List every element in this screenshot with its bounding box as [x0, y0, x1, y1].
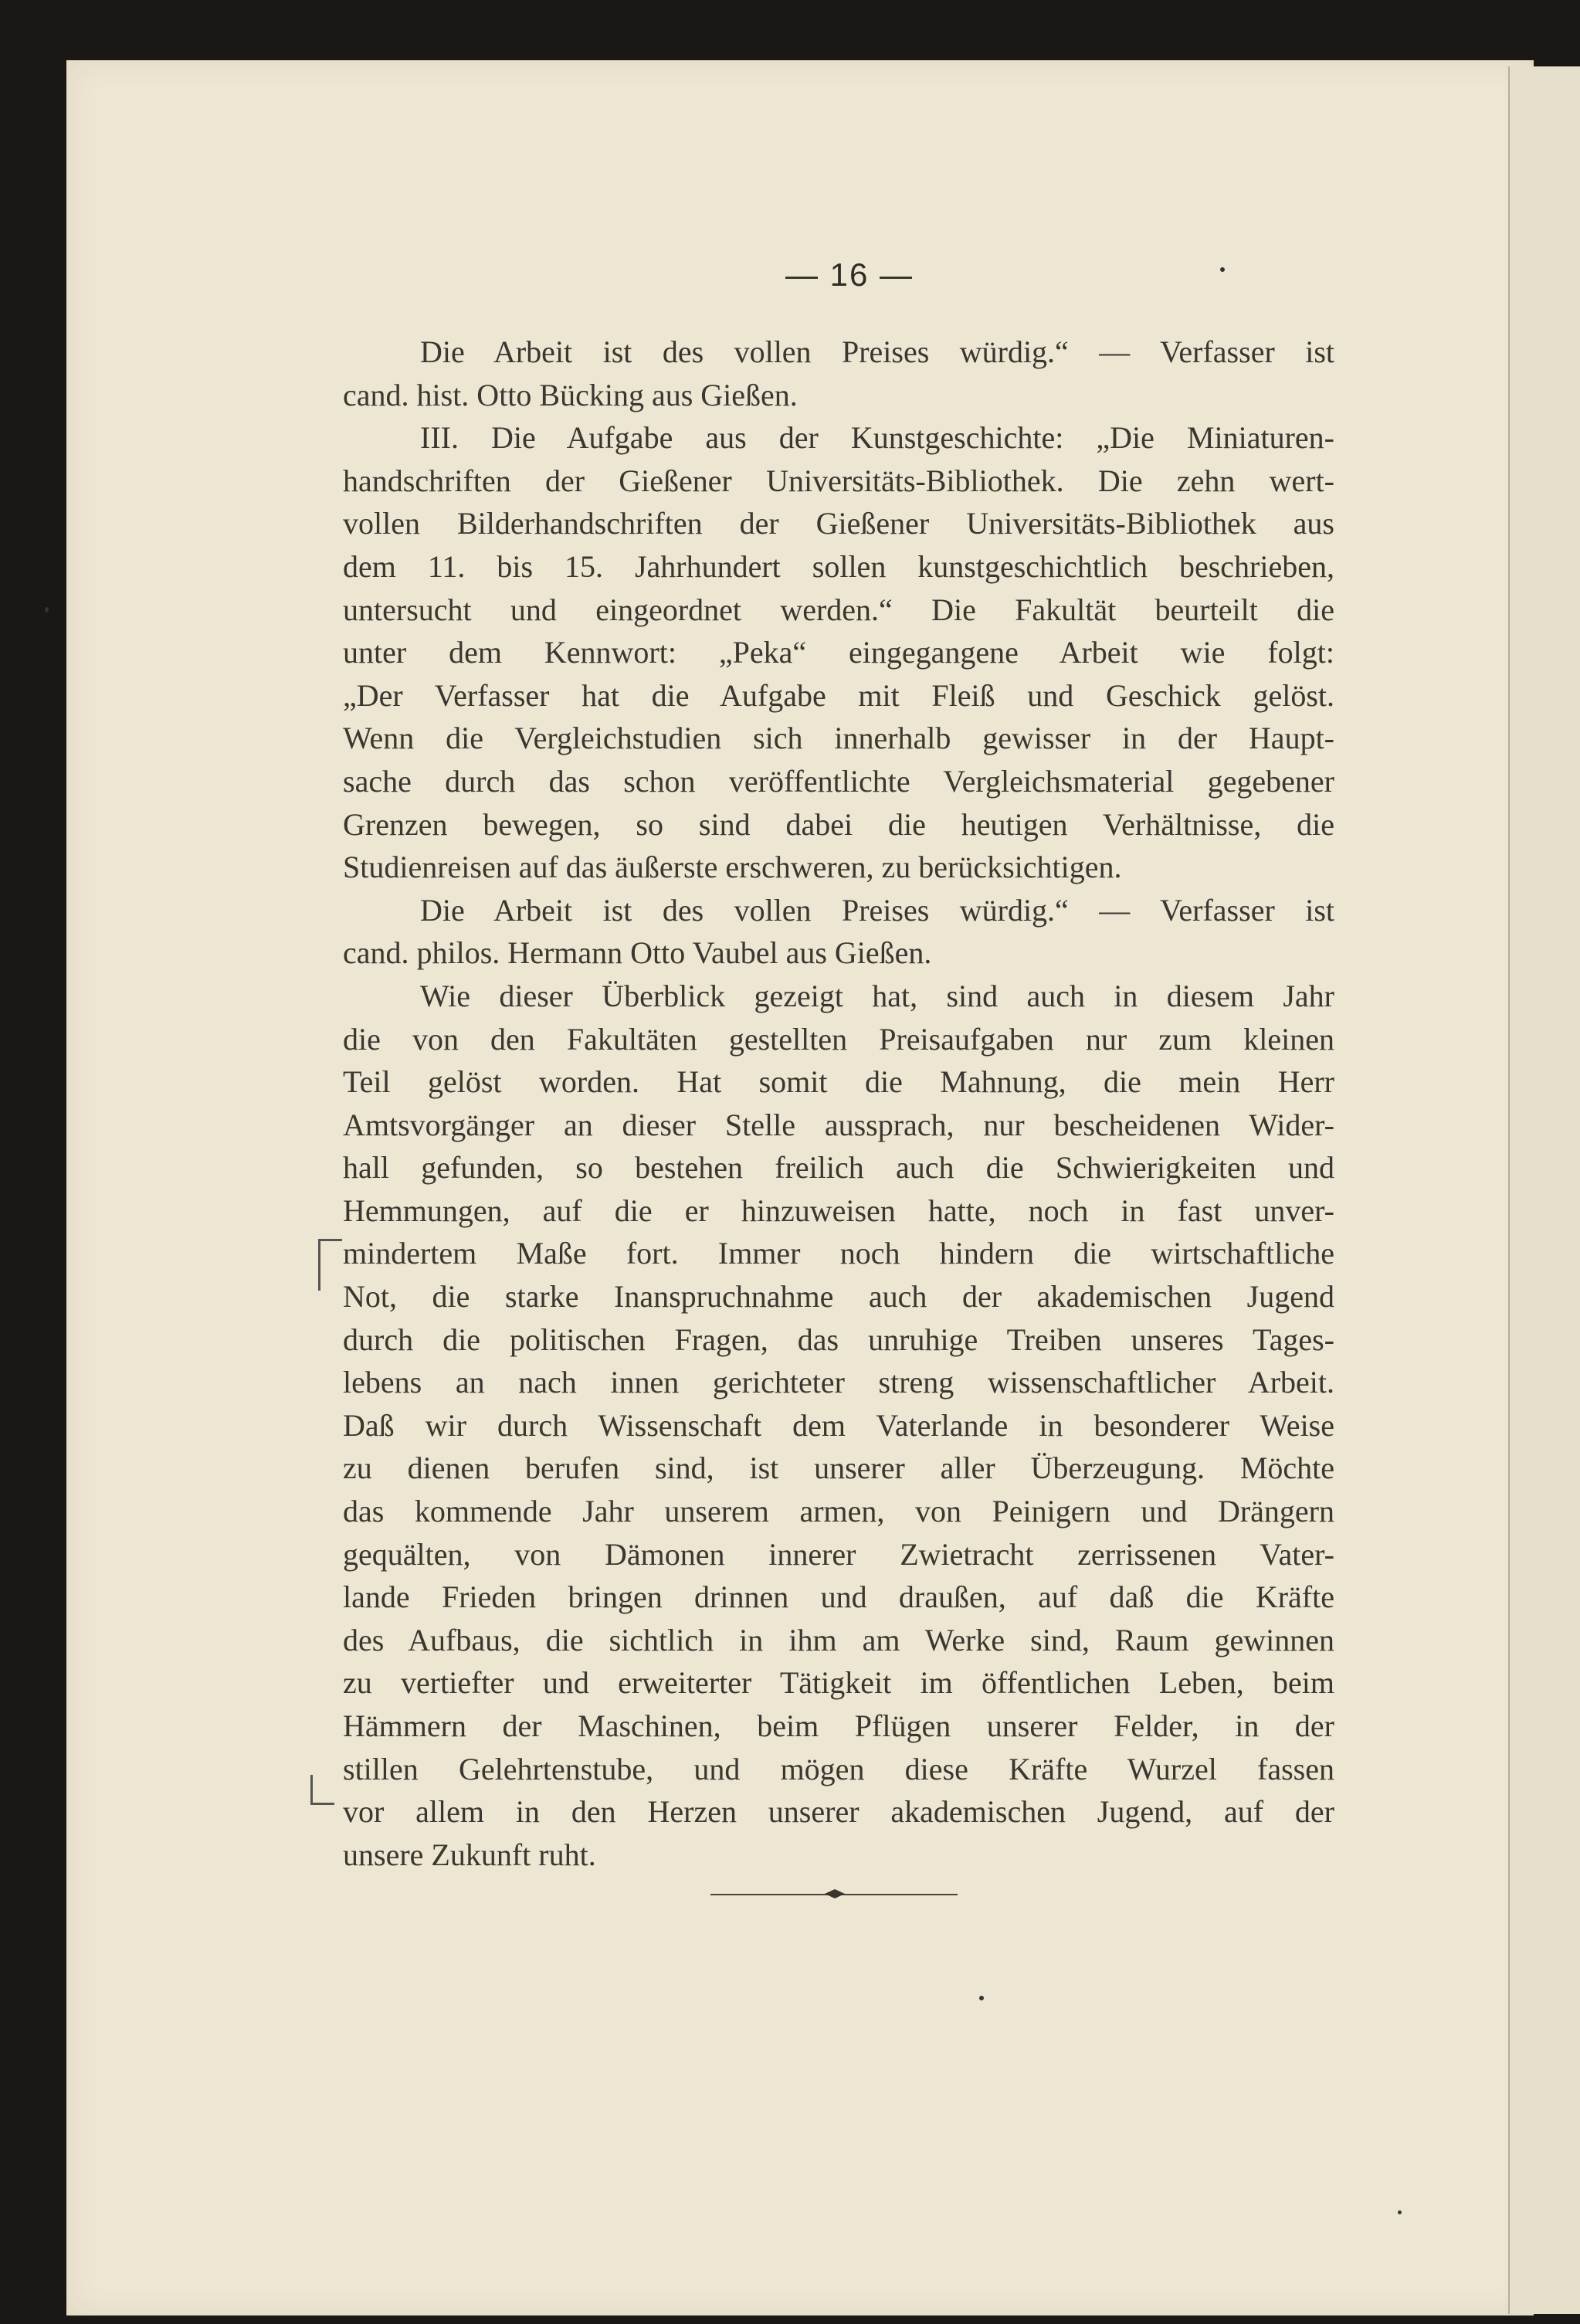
margin-bracket-open: [318, 1239, 342, 1291]
text-line: lebens an nach innen gerichteter streng wissenschaftlicher Arbeit.: [343, 1365, 1334, 1400]
text-line: Hämmern der Maschinen, beim Pflügen unserer Felder, in der: [343, 1708, 1334, 1743]
text-line: Not, die starke Inanspruchnahme auch der akademischen Jugend: [343, 1279, 1334, 1315]
text-line: Wie dieser Überblick gezeigt hat, sind auch in diesem Jahr: [420, 978, 1334, 1013]
text-line: vor allem in den Herzen unserer akademischen Jugend, auf der: [343, 1794, 1334, 1830]
text-line: lande Frieden bringen drinnen und draußen, auf daß die Kräfte: [343, 1579, 1334, 1615]
text-line: Die Arbeit ist des vollen Preises würdig.“ — Verfasser ist: [420, 334, 1334, 369]
margin-bracket-close: [310, 1775, 334, 1805]
paper-speck: [979, 1996, 984, 2000]
text-line: durch die politischen Fragen, das unruhige Treiben unseres Tages-: [343, 1321, 1334, 1357]
text-line: cand. philos. Hermann Otto Vaubel aus Gießen.: [343, 935, 932, 971]
text-line: zu dienen berufen sind, ist unserer aller Überzeugung. Möchte: [343, 1450, 1334, 1486]
text-line: das kommende Jahr unserem armen, von Peinigern und Drängern: [343, 1494, 1334, 1529]
text-line: unter dem Kennwort: „Peka“ eingegangene Arbeit wie folgt:: [343, 635, 1334, 670]
diamond-ornament-icon: [825, 1889, 845, 1898]
text-line: unsere Zukunft ruht.: [343, 1837, 596, 1872]
text-line: „Der Verfasser hat die Aufgabe mit Fleiß und Geschick gelöst.: [343, 677, 1334, 713]
text-line: des Aufbaus, die sichtlich in ihm am Werke sind, Raum gewinnen: [343, 1622, 1334, 1657]
paper-speck: [1220, 267, 1225, 272]
next-page-edge: [1508, 66, 1580, 2314]
text-line: Grenzen bewegen, so sind dabei die heutigen Verhältnisse, die: [343, 806, 1334, 842]
text-line: hall gefunden, so bestehen freilich auch die Schwierigkeiten und: [343, 1150, 1334, 1186]
text-line: untersucht und eingeordnet werden.“ Die Fakultät beurteilt die: [343, 592, 1334, 627]
text-line: dem 11. bis 15. Jahrhundert sollen kunstgeschichtlich beschrieben,: [343, 548, 1334, 584]
paper-speck: [45, 607, 49, 612]
text-line: stillen Gelehrtenstube, und mögen diese Kräfte Wurzel fassen: [343, 1751, 1334, 1786]
text-line: Teil gelöst worden. Hat somit die Mahnung, die mein Herr: [343, 1064, 1334, 1100]
text-line: Die Arbeit ist des vollen Preises würdig.“ — Verfasser ist: [420, 892, 1334, 928]
page-number: — 16 —: [785, 256, 914, 293]
text-line: Amtsvorgänger an dieser Stelle aussprach, nur bescheidenen Wider-: [343, 1107, 1334, 1142]
body-text: [343, 331, 1334, 1876]
text-line: Studienreisen auf das äußerste erschweren, zu berücksichtigen.: [343, 850, 1122, 885]
text-line: sache durch das schon veröffentlichte Vergleichsmaterial gegebener: [343, 763, 1334, 799]
text-line: vollen Bilderhandschriften der Gießener Universitäts-Bibliothek aus: [343, 506, 1334, 541]
text-line: handschriften der Gießener Universitäts-Bibliothek. Die zehn wert-: [343, 463, 1334, 498]
text-line: mindertem Maße fort. Immer noch hindern die wirtschaftliche: [343, 1236, 1334, 1271]
text-line: gequälten, von Dämonen innerer Zwietracht zerrissenen Vater-: [343, 1536, 1334, 1572]
paper-speck: [1398, 2210, 1402, 2214]
text-line: III. Die Aufgabe aus der Kunstgeschichte: „Die Miniaturen-: [420, 420, 1334, 456]
text-line: Wenn die Vergleichstudien sich innerhalb gewisser in der Haupt-: [343, 721, 1334, 756]
text-line: Hemmungen, auf die er hinzuweisen hatte, noch in fast unver-: [343, 1193, 1334, 1228]
text-line: cand. hist. Otto Bücking aus Gießen.: [343, 377, 798, 412]
text-line: die von den Fakultäten gestellten Preisaufgaben nur zum kleinen: [343, 1021, 1334, 1057]
text-line: zu vertiefter und erweiterter Tätigkeit im öffentlichen Leben, beim: [343, 1665, 1334, 1701]
text-line: Daß wir durch Wissenschaft dem Vaterlande in besonderer Weise: [343, 1407, 1334, 1443]
